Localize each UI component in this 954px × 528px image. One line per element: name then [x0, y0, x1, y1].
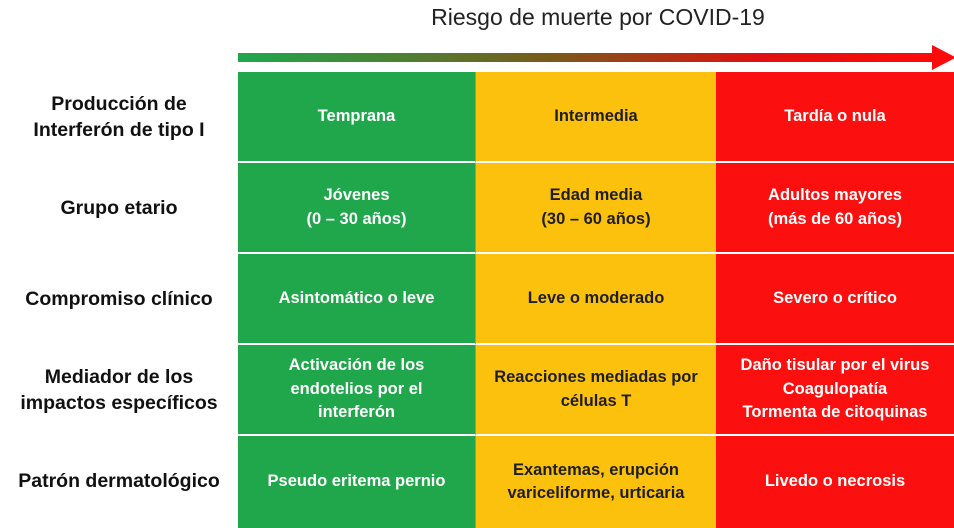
risk-table	[0, 72, 954, 528]
cell-interferon-mid: Intermedia	[476, 72, 716, 163]
cell-clinical-low: Asintomático o leve	[238, 254, 476, 345]
row-label-clinical: Compromiso clínico	[25, 287, 213, 310]
cell-interferon-low: Temprana	[238, 72, 476, 163]
cell-age-low: Jóvenes (0 – 30 años)	[238, 163, 476, 254]
cell-age-mid: Edad media (30 – 60 años)	[476, 163, 716, 254]
row-label-interferon: Producción de Interferón de tipo I	[33, 92, 205, 141]
row-label-dermatologic: Patrón dermatológico	[18, 470, 220, 493]
cell-dermatologic-low: Pseudo eritema pernio	[238, 436, 476, 528]
cell-mediator-high: Daño tisular por el virus Coagulopatía Tormenta de citoquinas	[716, 345, 954, 436]
cell-dermatologic-mid: Exantemas, erupción variceliforme, urticaria	[476, 436, 716, 528]
row-label-age-group: Grupo etario	[60, 196, 178, 219]
risk-gradient-arrow	[238, 44, 954, 70]
cell-mediator-mid: Reacciones mediadas por células T	[476, 345, 716, 436]
cell-clinical-mid: Leve o moderado	[476, 254, 716, 345]
cell-mediator-low: Activación de los endotelios por el interferón	[238, 345, 476, 436]
chart-title: Riesgo de muerte por COVID-19	[431, 4, 765, 30]
row-label-mediator: Mediador de los impactos específicos	[20, 365, 218, 414]
cell-dermatologic-high: Livedo o necrosis	[716, 436, 954, 528]
cell-age-high: Adultos mayores (más de 60 años)	[716, 163, 954, 254]
cell-interferon-high: Tardía o nula	[716, 72, 954, 163]
cell-clinical-high: Severo o crítico	[716, 254, 954, 345]
